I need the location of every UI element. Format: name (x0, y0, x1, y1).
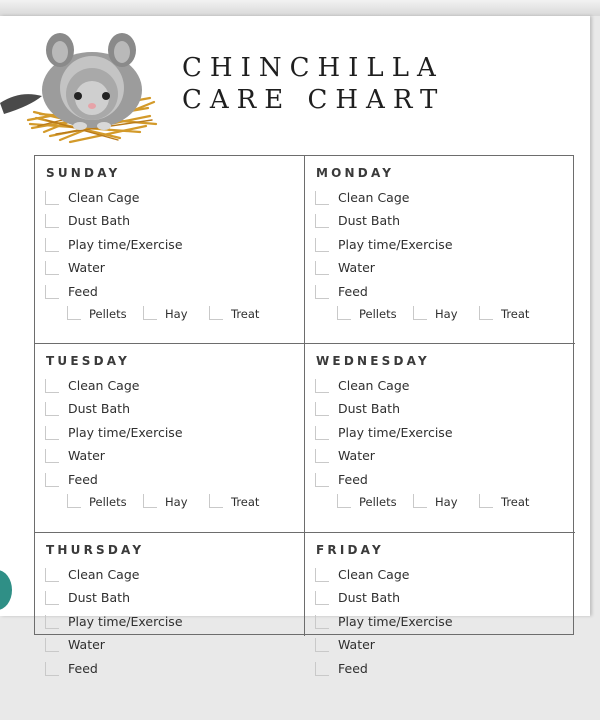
checkbox-icon[interactable] (45, 238, 59, 252)
checkbox-icon[interactable] (479, 306, 493, 320)
checkbox-icon[interactable] (45, 402, 59, 416)
scanner-edge (0, 0, 600, 16)
feed-option-label: Treat (231, 495, 260, 509)
feed-option-label: Pellets (89, 307, 127, 321)
checkbox-icon[interactable] (315, 449, 329, 463)
checkbox-icon[interactable] (337, 306, 351, 320)
checkbox-icon[interactable] (315, 662, 329, 676)
task-label: Clean Cage (68, 567, 140, 582)
day-cell-tuesday (35, 344, 303, 531)
checkbox-icon[interactable] (45, 638, 59, 652)
checkbox-icon[interactable] (45, 285, 59, 299)
weekly-grid (34, 155, 574, 676)
checkbox-icon[interactable] (315, 238, 329, 252)
checkbox-icon[interactable] (315, 615, 329, 629)
task-label: Water (338, 637, 375, 652)
task-label: Feed (338, 661, 368, 676)
checkbox-icon[interactable] (45, 261, 59, 275)
feed-option-label: Treat (501, 495, 530, 509)
checkbox-icon[interactable] (67, 306, 81, 320)
checkbox-icon[interactable] (315, 285, 329, 299)
checkbox-icon[interactable] (315, 214, 329, 228)
task-label: Feed (68, 472, 98, 487)
checkbox-icon[interactable] (315, 591, 329, 605)
task-label: Dust Bath (338, 401, 400, 416)
checkbox-icon[interactable] (315, 426, 329, 440)
feed-option-label: Treat (231, 307, 260, 321)
day-heading: TUESDAY (46, 354, 130, 368)
feed-option-label: Hay (435, 307, 458, 321)
checkbox-icon[interactable] (45, 591, 59, 605)
task-label: Dust Bath (68, 213, 130, 228)
task-label: Feed (68, 661, 98, 676)
title-line-2: CARE CHART (182, 85, 446, 115)
checkbox-icon[interactable] (45, 473, 59, 487)
feed-option-label: Pellets (359, 495, 397, 509)
feed-option-label: Hay (435, 495, 458, 509)
checkbox-icon[interactable] (315, 402, 329, 416)
task-label: Feed (68, 284, 98, 299)
care-chart-sheet (0, 16, 590, 676)
task-label: Clean Cage (68, 190, 140, 205)
day-heading: MONDAY (316, 166, 395, 180)
checkbox-icon[interactable] (209, 494, 223, 508)
task-label: Play time/Exercise (338, 237, 453, 252)
day-heading: THURSDAY (46, 543, 145, 557)
task-label: Water (338, 260, 375, 275)
checkbox-icon[interactable] (45, 214, 59, 228)
checkbox-icon[interactable] (315, 191, 329, 205)
checkbox-icon[interactable] (209, 306, 223, 320)
feed-option-label: Pellets (89, 495, 127, 509)
day-cell-friday (305, 533, 573, 720)
task-label: Play time/Exercise (68, 237, 183, 252)
checkbox-icon[interactable] (337, 494, 351, 508)
checkbox-icon[interactable] (315, 473, 329, 487)
task-label: Clean Cage (68, 378, 140, 393)
day-heading: WEDNESDAY (316, 354, 430, 368)
task-label: Play time/Exercise (68, 425, 183, 440)
feed-option-label: Pellets (359, 307, 397, 321)
day-cell-sunday (35, 156, 303, 343)
checkbox-icon[interactable] (315, 568, 329, 582)
task-label: Dust Bath (68, 401, 130, 416)
task-label: Feed (338, 284, 368, 299)
checkbox-icon[interactable] (67, 494, 81, 508)
checkbox-icon[interactable] (479, 494, 493, 508)
page-title (182, 52, 445, 116)
task-label: Clean Cage (338, 378, 410, 393)
task-label: Play time/Exercise (68, 614, 183, 629)
task-label: Water (68, 448, 105, 463)
checkbox-icon[interactable] (45, 379, 59, 393)
feed-option-label: Treat (501, 307, 530, 321)
task-label: Water (68, 260, 105, 275)
task-label: Dust Bath (338, 590, 400, 605)
task-label: Dust Bath (338, 213, 400, 228)
feed-option-label: Hay (165, 495, 188, 509)
task-label: Feed (338, 472, 368, 487)
checkbox-icon[interactable] (143, 494, 157, 508)
day-cell-thursday (35, 533, 303, 720)
day-heading: FRIDAY (316, 543, 384, 557)
checkbox-icon[interactable] (45, 662, 59, 676)
checkbox-icon[interactable] (45, 449, 59, 463)
title-line-1: CHINCHILLA (182, 53, 444, 83)
day-heading: SUNDAY (46, 166, 121, 180)
checkbox-icon[interactable] (45, 615, 59, 629)
day-cell-wednesday (305, 344, 573, 531)
checkbox-icon[interactable] (45, 191, 59, 205)
task-label: Play time/Exercise (338, 614, 453, 629)
checkbox-icon[interactable] (315, 638, 329, 652)
day-cell-monday (305, 156, 573, 343)
task-label: Play time/Exercise (338, 425, 453, 440)
task-label: Clean Cage (338, 190, 410, 205)
checkbox-icon[interactable] (315, 379, 329, 393)
checkbox-icon[interactable] (315, 261, 329, 275)
task-label: Water (68, 637, 105, 652)
task-label: Clean Cage (338, 567, 410, 582)
task-label: Dust Bath (68, 590, 130, 605)
checkbox-icon[interactable] (45, 568, 59, 582)
feed-option-label: Hay (165, 307, 188, 321)
task-label: Water (338, 448, 375, 463)
checkbox-icon[interactable] (413, 306, 427, 320)
chinchilla-mascot-icon (0, 28, 160, 152)
checkbox-icon[interactable] (413, 494, 427, 508)
checkbox-icon[interactable] (143, 306, 157, 320)
checkbox-icon[interactable] (45, 426, 59, 440)
